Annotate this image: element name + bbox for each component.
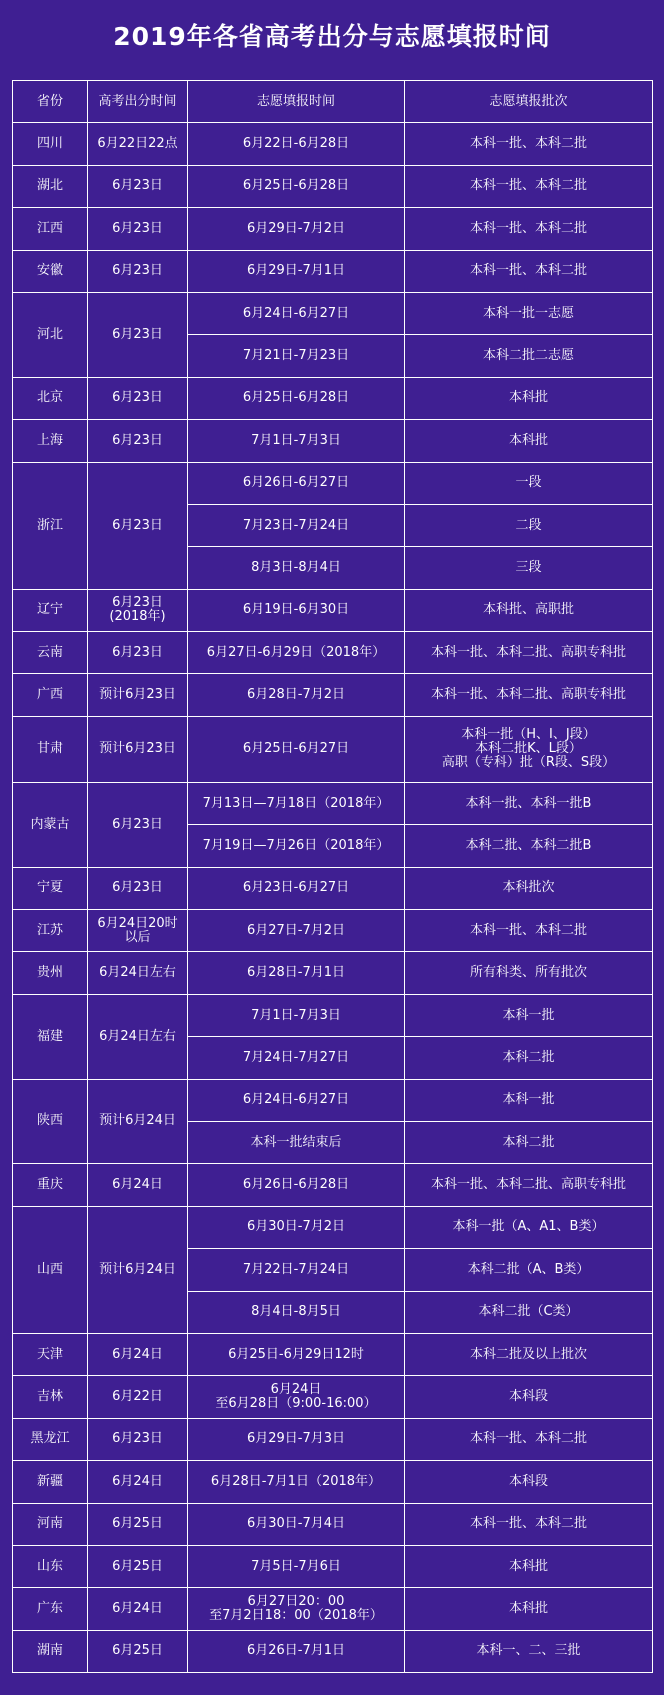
application-time-cell: 6月26日-6月27日 (188, 462, 405, 504)
province-cell: 浙江 (13, 462, 88, 589)
application-time-cell: 6月23日-6月27日 (188, 867, 405, 909)
application-time-cell: 6月27日-7月2日 (188, 910, 405, 952)
score-time-cell: 6月24日左右 (88, 952, 188, 994)
province-cell: 重庆 (13, 1164, 88, 1206)
score-time-cell: 6月25日 (88, 1503, 188, 1545)
application-batch-cell: 本科一批、本科一批B (405, 782, 653, 824)
table-row (13, 250, 653, 292)
province-cell: 河南 (13, 1503, 88, 1545)
application-time-cell: 6月30日-7月4日 (188, 1503, 405, 1545)
score-time-cell: 6月25日 (88, 1630, 188, 1672)
table-row (13, 1333, 653, 1375)
application-batch-cell: 本科一批、本科二批 (405, 165, 653, 207)
application-time-cell: 6月24日 至6月28日（9:00-16:00） (188, 1376, 405, 1418)
table-row (13, 1418, 653, 1460)
table-row (13, 910, 653, 952)
table-row (13, 1164, 653, 1206)
header-row (13, 81, 653, 123)
application-batch-cell: 本科一批 (405, 994, 653, 1036)
application-batch-cell: 本科批 (405, 1545, 653, 1587)
application-time-cell: 7月23日-7月24日 (188, 504, 405, 546)
province-cell: 江西 (13, 208, 88, 250)
application-batch-cell: 本科一批、本科二批、高职专科批 (405, 1164, 653, 1206)
application-time-cell: 6月24日-6月27日 (188, 292, 405, 334)
province-cell: 上海 (13, 420, 88, 462)
application-batch-cell: 一段 (405, 462, 653, 504)
application-time-cell: 7月22日-7月24日 (188, 1249, 405, 1291)
table-row (13, 632, 653, 674)
application-time-cell: 6月28日-7月1日（2018年） (188, 1461, 405, 1503)
score-time-cell: 6月23日 (88, 377, 188, 419)
application-time-cell: 本科一批结束后 (188, 1121, 405, 1163)
table-row (13, 1206, 653, 1248)
province-cell: 山西 (13, 1206, 88, 1333)
table-row (13, 589, 653, 631)
application-batch-cell: 本科二批（A、B类） (405, 1249, 653, 1291)
application-batch-cell: 本科段 (405, 1376, 653, 1418)
application-batch-cell: 本科一批、本科二批 (405, 123, 653, 165)
score-time-cell: 6月23日 (88, 250, 188, 292)
application-time-cell: 6月29日-7月3日 (188, 1418, 405, 1460)
table-row (13, 292, 653, 334)
table-row (13, 1545, 653, 1587)
province-cell: 福建 (13, 994, 88, 1079)
application-time-cell: 7月19日—7月26日（2018年） (188, 825, 405, 867)
score-time-cell: 预计6月24日 (88, 1206, 188, 1333)
application-time-cell: 6月26日-7月1日 (188, 1630, 405, 1672)
score-time-cell: 6月23日 (88, 292, 188, 377)
province-cell: 天津 (13, 1333, 88, 1375)
province-cell: 湖北 (13, 165, 88, 207)
application-batch-cell: 本科二批及以上批次 (405, 1333, 653, 1375)
province-cell: 广西 (13, 674, 88, 716)
province-cell: 吉林 (13, 1376, 88, 1418)
application-time-cell: 7月5日-7月6日 (188, 1545, 405, 1587)
application-time-cell: 7月21日-7月23日 (188, 335, 405, 377)
application-time-cell: 7月13日—7月18日（2018年） (188, 782, 405, 824)
application-time-cell: 6月26日-6月28日 (188, 1164, 405, 1206)
table-row (13, 1376, 653, 1418)
table-row (13, 867, 653, 909)
score-time-cell: 6月24日 (88, 1333, 188, 1375)
application-batch-cell: 本科一批、本科二批 (405, 250, 653, 292)
province-cell: 宁夏 (13, 867, 88, 909)
score-time-cell: 6月24日 (88, 1164, 188, 1206)
score-time-cell: 6月23日 (88, 632, 188, 674)
score-time-cell: 6月25日 (88, 1545, 188, 1587)
application-batch-cell: 本科一批（H、I、J段） 本科二批K、L段） 高职（专科）批（R段、S段） (405, 716, 653, 782)
score-time-cell: 6月23日 (88, 462, 188, 589)
application-time-cell: 6月27日-6月29日（2018年） (188, 632, 405, 674)
application-time-cell: 6月27日20：00 至7月2日18：00（2018年） (188, 1588, 405, 1630)
province-cell: 内蒙古 (13, 782, 88, 867)
application-time-cell: 6月30日-7月2日 (188, 1206, 405, 1248)
application-batch-cell: 三段 (405, 547, 653, 589)
score-time-cell: 6月23日 (88, 420, 188, 462)
application-batch-cell: 本科二批（C类） (405, 1291, 653, 1333)
table-row (13, 1461, 653, 1503)
table-row (13, 1079, 653, 1121)
application-batch-cell: 本科批 (405, 377, 653, 419)
province-cell: 贵州 (13, 952, 88, 994)
province-cell: 辽宁 (13, 589, 88, 631)
page-title: 2019年各省高考出分与志愿填报时间 (113, 22, 551, 51)
province-cell: 河北 (13, 292, 88, 377)
application-batch-cell: 二段 (405, 504, 653, 546)
table-row (13, 123, 653, 165)
score-time-cell: 6月22日22点 (88, 123, 188, 165)
application-batch-cell: 本科段 (405, 1461, 653, 1503)
score-time-cell: 6月24日 (88, 1461, 188, 1503)
application-time-cell: 7月1日-7月3日 (188, 994, 405, 1036)
application-time-cell: 6月25日-6月28日 (188, 165, 405, 207)
application-batch-cell: 本科批、高职批 (405, 589, 653, 631)
score-time-cell: 6月22日 (88, 1376, 188, 1418)
application-batch-cell: 本科批 (405, 420, 653, 462)
score-time-cell: 6月23日 (88, 782, 188, 867)
application-batch-cell: 本科一批一志愿 (405, 292, 653, 334)
score-time-cell: 6月24日20时以后 (88, 910, 188, 952)
application-batch-cell: 本科批次 (405, 867, 653, 909)
province-cell: 甘肃 (13, 716, 88, 782)
application-time-cell: 6月25日-6月29日12时 (188, 1333, 405, 1375)
table-row (13, 1503, 653, 1545)
application-time-cell: 8月4日-8月5日 (188, 1291, 405, 1333)
header-province: 省份 (13, 81, 88, 123)
application-time-cell: 7月24日-7月27日 (188, 1037, 405, 1079)
province-cell: 黑龙江 (13, 1418, 88, 1460)
table-row (13, 994, 653, 1036)
score-time-cell: 6月23日 (88, 165, 188, 207)
table-row (13, 952, 653, 994)
score-time-cell: 6月23日 (88, 867, 188, 909)
application-batch-cell: 本科批 (405, 1588, 653, 1630)
table-row (13, 1588, 653, 1630)
application-time-cell: 6月28日-7月1日 (188, 952, 405, 994)
application-time-cell: 6月24日-6月27日 (188, 1079, 405, 1121)
province-cell: 山东 (13, 1545, 88, 1587)
header-score-time: 高考出分时间 (88, 81, 188, 123)
header-application-time: 志愿填报时间 (188, 81, 405, 123)
table-row (13, 462, 653, 504)
application-batch-cell: 本科一、二、三批 (405, 1630, 653, 1672)
application-time-cell: 6月22日-6月28日 (188, 123, 405, 165)
application-time-cell: 8月3日-8月4日 (188, 547, 405, 589)
table-row (13, 716, 653, 782)
application-batch-cell: 本科一批、本科二批 (405, 1503, 653, 1545)
application-batch-cell: 本科一批（A、A1、B类） (405, 1206, 653, 1248)
application-batch-cell: 所有科类、所有批次 (405, 952, 653, 994)
table-row (13, 1630, 653, 1672)
table-row (13, 208, 653, 250)
province-cell: 湖南 (13, 1630, 88, 1672)
table-row (13, 782, 653, 824)
province-cell: 四川 (13, 123, 88, 165)
application-time-cell: 6月29日-7月2日 (188, 208, 405, 250)
application-time-cell: 6月28日-7月2日 (188, 674, 405, 716)
table-row (13, 165, 653, 207)
application-time-cell: 6月19日-6月30日 (188, 589, 405, 631)
schedule-table (12, 80, 653, 1673)
application-batch-cell: 本科一批、本科二批 (405, 910, 653, 952)
province-cell: 陕西 (13, 1079, 88, 1164)
application-batch-cell: 本科二批 (405, 1121, 653, 1163)
application-batch-cell: 本科二批、本科二批B (405, 825, 653, 867)
score-time-cell: 6月23日 (88, 1418, 188, 1460)
province-cell: 江苏 (13, 910, 88, 952)
score-time-cell: 6月24日 (88, 1588, 188, 1630)
score-time-cell: 预计6月23日 (88, 674, 188, 716)
score-time-cell: 6月24日左右 (88, 994, 188, 1079)
score-time-cell: 6月23日 (2018年) (88, 589, 188, 631)
header-application-batch: 志愿填报批次 (405, 81, 653, 123)
application-batch-cell: 本科一批、本科二批 (405, 1418, 653, 1460)
score-time-cell: 预计6月24日 (88, 1079, 188, 1164)
province-cell: 北京 (13, 377, 88, 419)
score-time-cell: 6月23日 (88, 208, 188, 250)
application-time-cell: 6月29日-7月1日 (188, 250, 405, 292)
application-batch-cell: 本科一批、本科二批、高职专科批 (405, 632, 653, 674)
application-time-cell: 7月1日-7月3日 (188, 420, 405, 462)
table-row (13, 377, 653, 419)
table-row (13, 674, 653, 716)
province-cell: 安徽 (13, 250, 88, 292)
application-time-cell: 6月25日-6月27日 (188, 716, 405, 782)
score-time-cell: 预计6月23日 (88, 716, 188, 782)
application-batch-cell: 本科二批 (405, 1037, 653, 1079)
application-batch-cell: 本科一批 (405, 1079, 653, 1121)
table-row (13, 420, 653, 462)
application-batch-cell: 本科一批、本科二批 (405, 208, 653, 250)
application-time-cell: 6月25日-6月28日 (188, 377, 405, 419)
province-cell: 广东 (13, 1588, 88, 1630)
application-batch-cell: 本科二批二志愿 (405, 335, 653, 377)
province-cell: 云南 (13, 632, 88, 674)
application-batch-cell: 本科一批、本科二批、高职专科批 (405, 674, 653, 716)
province-cell: 新疆 (13, 1461, 88, 1503)
